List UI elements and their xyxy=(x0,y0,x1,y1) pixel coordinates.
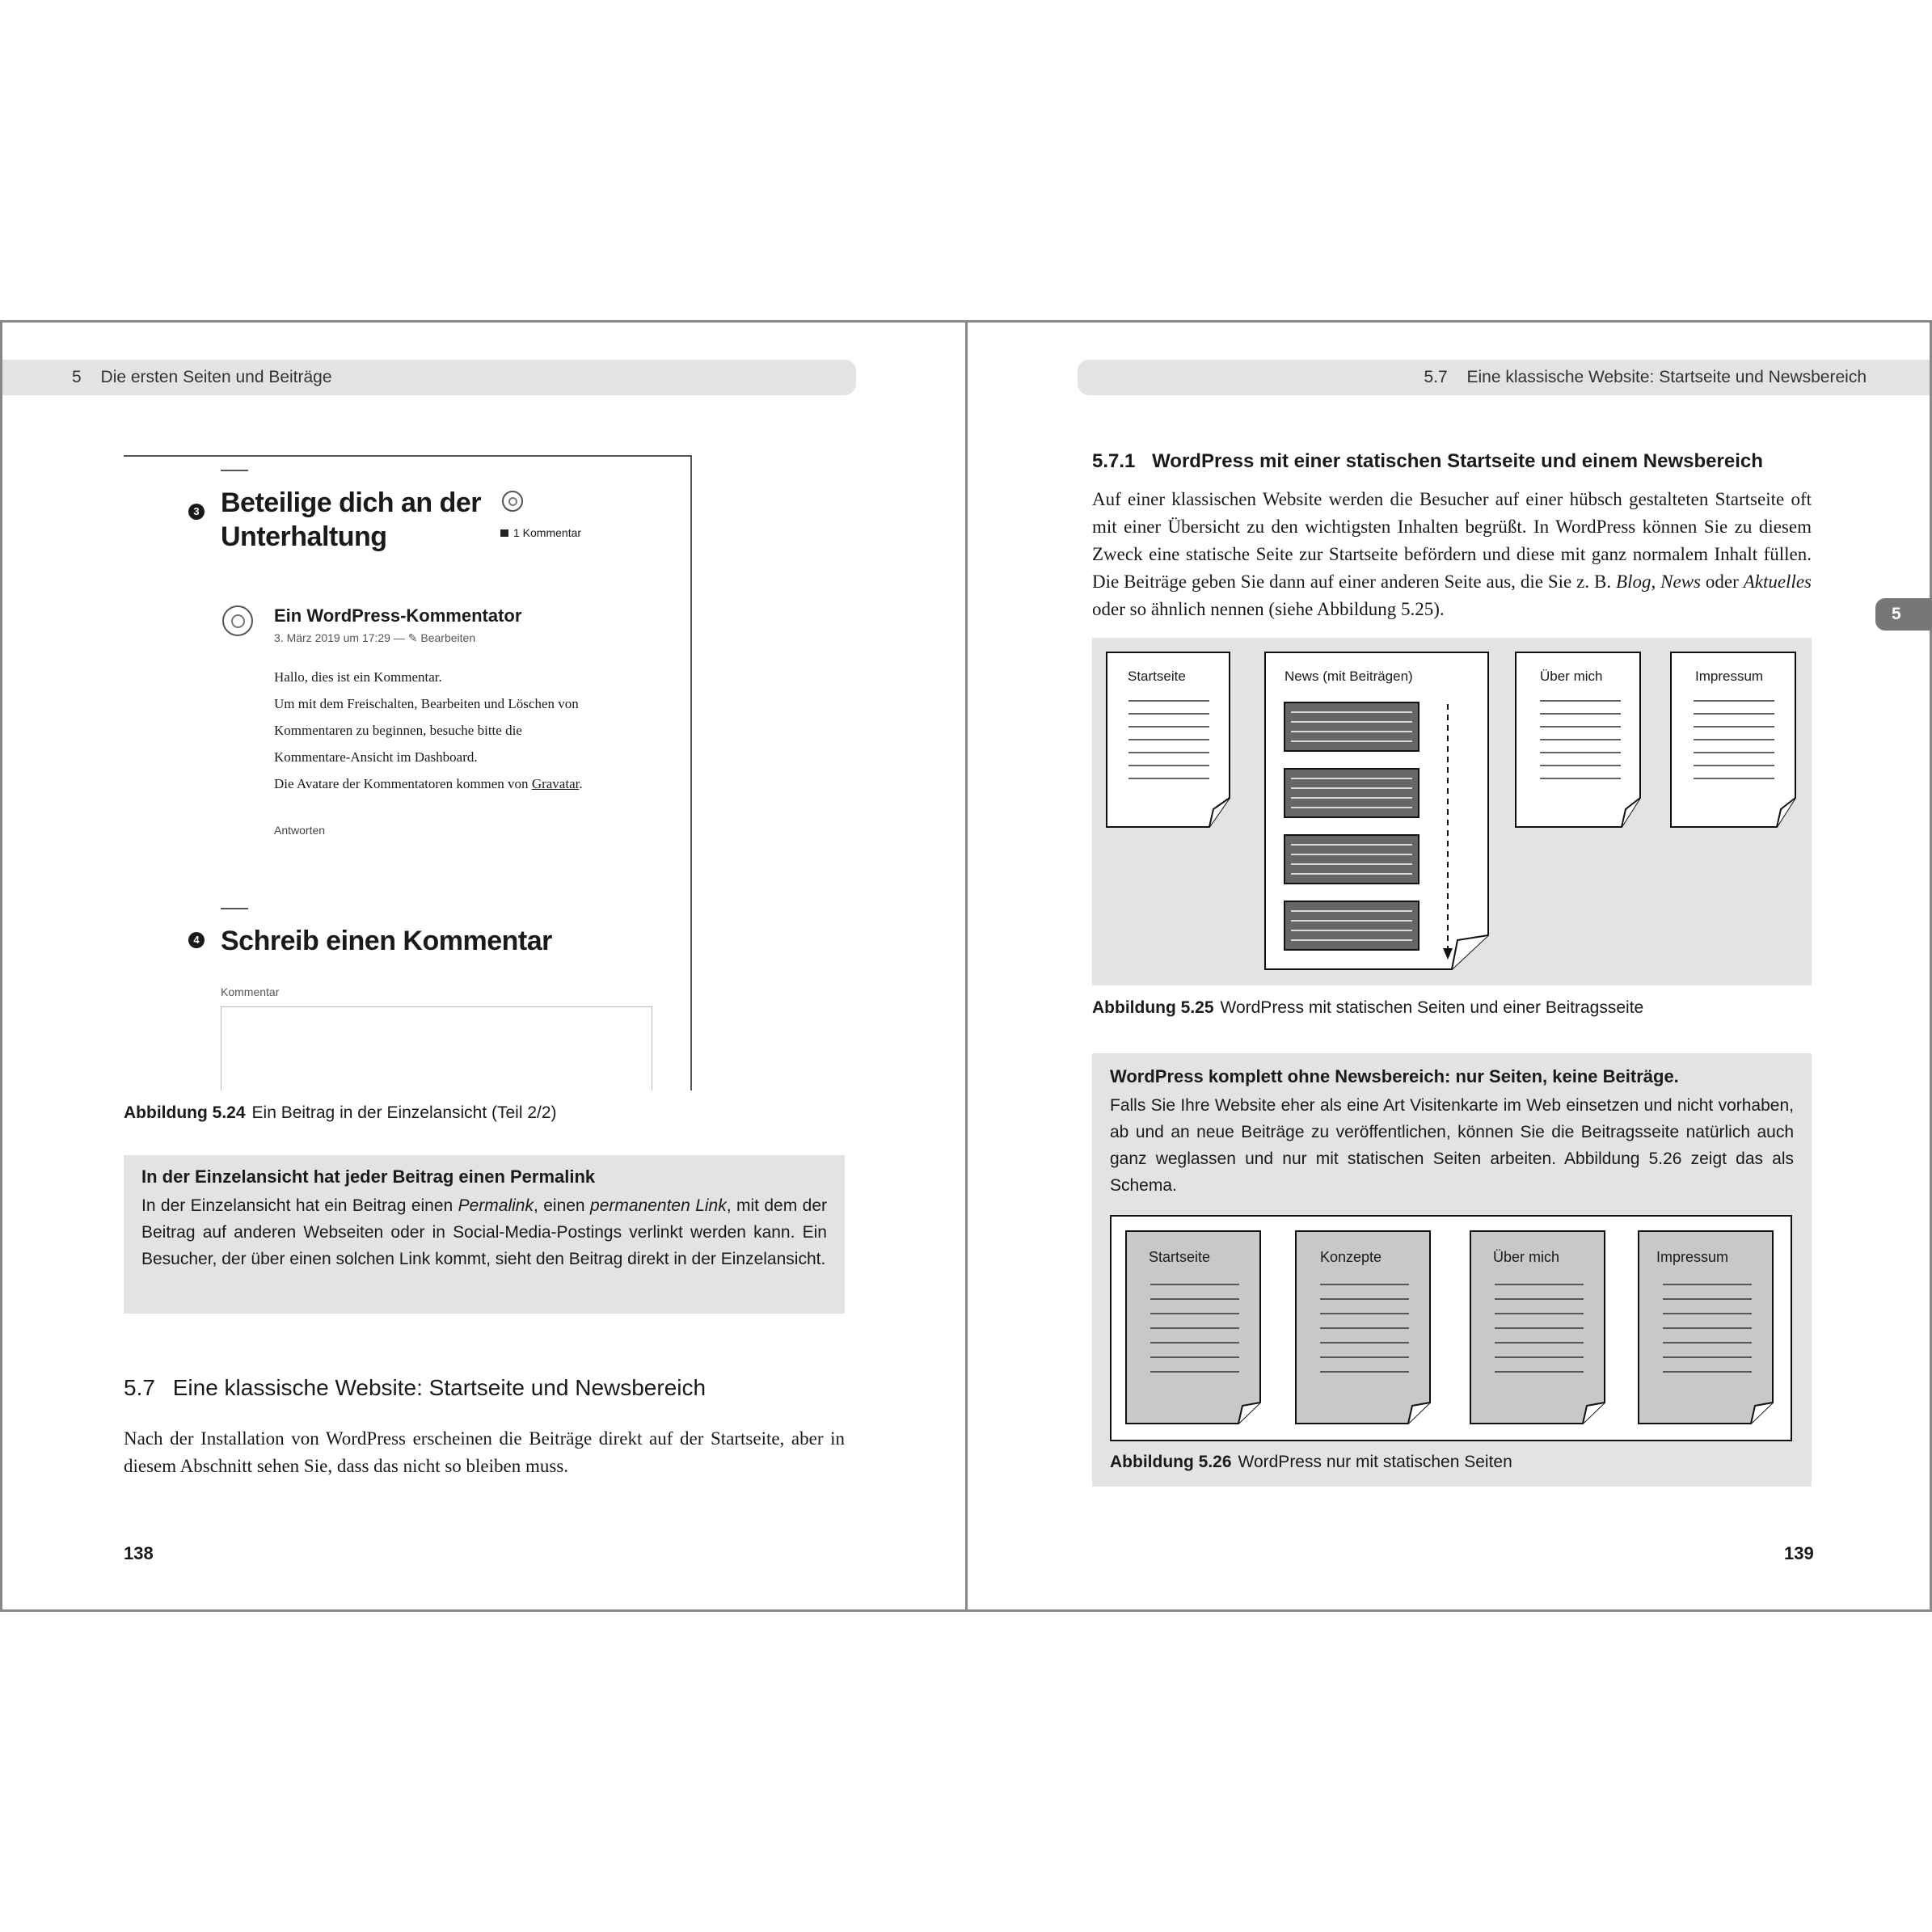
page-label: Über mich xyxy=(1540,669,1603,684)
comment-line: Um mit dem Freischalten, Bearbeiten und Löschen von xyxy=(274,696,579,711)
chapter-thumb-tab: 5 xyxy=(1875,598,1932,631)
page-label: Impressum xyxy=(1695,669,1764,684)
comment-line: Hallo, dies ist ein Kommentar. xyxy=(274,669,442,685)
figure-label: Abbildung 5.25 xyxy=(1092,998,1214,1017)
info-box xyxy=(124,1155,845,1314)
figure-caption xyxy=(1110,1453,1512,1472)
section-heading: Beteilige dich an der Unterhaltung xyxy=(221,487,482,552)
gravatar-link[interactable]: Gravatar xyxy=(531,776,580,791)
running-head-right xyxy=(1078,360,1932,395)
diagram-pages-with-news xyxy=(1092,638,1812,985)
text-run: , einen xyxy=(533,1196,591,1215)
comment-count[interactable] xyxy=(500,526,581,539)
comment-icon xyxy=(500,529,508,537)
info-box xyxy=(1092,1053,1812,1487)
commenter-name[interactable]: Ein WordPress-Kommentator xyxy=(274,605,522,626)
comment-line: Kommentaren zu beginnen, besuche bitte die xyxy=(274,723,522,738)
comment-count-label: 1 Kommentar xyxy=(513,526,582,539)
comment-screenshot xyxy=(124,455,692,1090)
comment-date[interactable]: 3. März 2019 um 17:29 xyxy=(274,631,390,644)
text-run: , mit dem der Beitrag auf anderen Webseiten oder in Social-Media-Postings verlinkt werden kann. Ein Besucher, der über einen solchen Link kommt, sieht den Beitrag direkt in der Einzelansicht. xyxy=(141,1196,827,1268)
comment-body xyxy=(274,664,662,797)
info-box-title: WordPress komplett ohne Newsbereich: nur Seiten, keine Beiträge. xyxy=(1110,1066,1679,1086)
page-number: 138 xyxy=(124,1543,154,1563)
chapter-number: 5 xyxy=(72,368,82,386)
section-number: 5.7 xyxy=(1424,368,1448,386)
reply-link[interactable]: Antworten xyxy=(274,824,326,837)
subsection-heading xyxy=(1092,450,1763,473)
section-number: 5.7 xyxy=(124,1375,155,1400)
figure-caption xyxy=(124,1103,557,1123)
running-head-left xyxy=(2,360,856,395)
comment-line: Kommentare-Ansicht im Dashboard. xyxy=(274,749,478,765)
text-run: Auf einer klassischen Website werden die Besucher auf einer hübsch gestalteten Startseite oft mit einer Übersicht zu den wichtigsten Inhalten begrüßt. In WordPress können Sie zu diesem Zweck eine statische Seite zur Startseite befördern und diese mit ganz normalem Inhalt füllen. Die Beiträge geben Sie dann auf einer anderen Seite aus, die Sie z. B. xyxy=(1092,489,1812,592)
text-run: oder xyxy=(1701,572,1744,592)
subsection-title: WordPress mit einer statischen Startseite und einem Newsbereich xyxy=(1152,450,1763,472)
pencil-icon: ✎ xyxy=(407,631,418,644)
section-title: Eine klassische Website: Startseite und Newsbereich xyxy=(172,1375,707,1400)
comment-field-label: Kommentar xyxy=(221,985,280,998)
section-paragraph: Nach der Installation von WordPress erscheinen die Beiträge direkt auf der Startseite, aber in diesem Abschnitt sehen Sie, dass das nicht so bleiben muss. xyxy=(124,1428,845,1476)
callout-marker: 3 xyxy=(188,504,205,520)
figure-label: Abbildung 5.24 xyxy=(124,1103,246,1122)
figure-caption xyxy=(1092,998,1643,1018)
figure-label: Abbildung 5.26 xyxy=(1110,1453,1232,1471)
paragraph xyxy=(1092,486,1812,623)
text-emphasis: permanenten Link xyxy=(590,1196,727,1215)
avatar xyxy=(502,491,523,512)
text-emphasis: News xyxy=(1660,572,1701,592)
section-heading: Schreib einen Kommentar xyxy=(221,926,552,956)
figure-text: Ein Beitrag in der Einzelansicht (Teil 2/2) xyxy=(251,1103,557,1122)
comment-textarea[interactable] xyxy=(221,1006,652,1090)
section-heading xyxy=(124,1375,706,1401)
right-page xyxy=(965,320,1932,1612)
diagram-static-pages xyxy=(1110,1215,1792,1441)
text-run: oder so ähnlich nennen (siehe Abbildung 5.25). xyxy=(1092,599,1445,619)
figure-text: WordPress nur mit statischen Seiten xyxy=(1238,1453,1512,1471)
info-box-title: In der Einzelansicht hat jeder Beitrag einen Permalink xyxy=(141,1166,596,1187)
divider xyxy=(221,470,248,471)
meta-separator: — xyxy=(393,631,405,644)
info-box-text: Falls Sie Ihre Website eher als eine Art Visitenkarte im Web einsetzen und nicht vorhaben, ab und an neue Beiträge zu veröffentlichen, können Sie die Beitragsseite natürlich auch ganz weglassen und nur mit statischen Seiten arbeiten. Abbildung 5.26 zeigt das als Schema. xyxy=(1110,1096,1794,1195)
text-run: In der Einzelansicht hat ein Beitrag einen xyxy=(141,1196,458,1215)
comment-meta xyxy=(274,631,475,645)
text-emphasis: Permalink xyxy=(458,1196,534,1215)
page-number: 139 xyxy=(1784,1543,1814,1563)
page-label: Startseite xyxy=(1149,1249,1211,1265)
comment-text: . xyxy=(579,776,583,791)
text-emphasis: Blog xyxy=(1616,572,1651,592)
page-label: News (mit Beiträgen) xyxy=(1284,669,1413,684)
subsection-number: 5.7.1 xyxy=(1092,450,1136,472)
page-label: Startseite xyxy=(1128,669,1186,684)
page-label: Über mich xyxy=(1493,1249,1560,1265)
section-title: Eine klassische Website: Startseite und Newsbereich xyxy=(1466,368,1867,386)
callout-marker: 4 xyxy=(188,932,205,948)
left-page xyxy=(0,320,968,1612)
diagram-graphic xyxy=(1092,638,1812,985)
text-run: , xyxy=(1651,572,1661,592)
text-emphasis: Aktuelles xyxy=(1743,572,1812,592)
page-label: Konzepte xyxy=(1320,1249,1382,1265)
divider xyxy=(221,908,248,909)
comment-line xyxy=(274,770,662,797)
page-label: Impressum xyxy=(1656,1249,1729,1265)
figure-text: WordPress mit statischen Seiten und einer Beitragsseite xyxy=(1220,998,1644,1017)
chapter-title: Die ersten Seiten und Beiträge xyxy=(100,368,332,386)
edit-link[interactable]: Bearbeiten xyxy=(420,631,476,644)
commenter-avatar xyxy=(222,605,253,636)
comment-text: Die Avatare der Kommentatoren kommen von xyxy=(274,776,529,791)
info-box-text xyxy=(141,1192,827,1272)
